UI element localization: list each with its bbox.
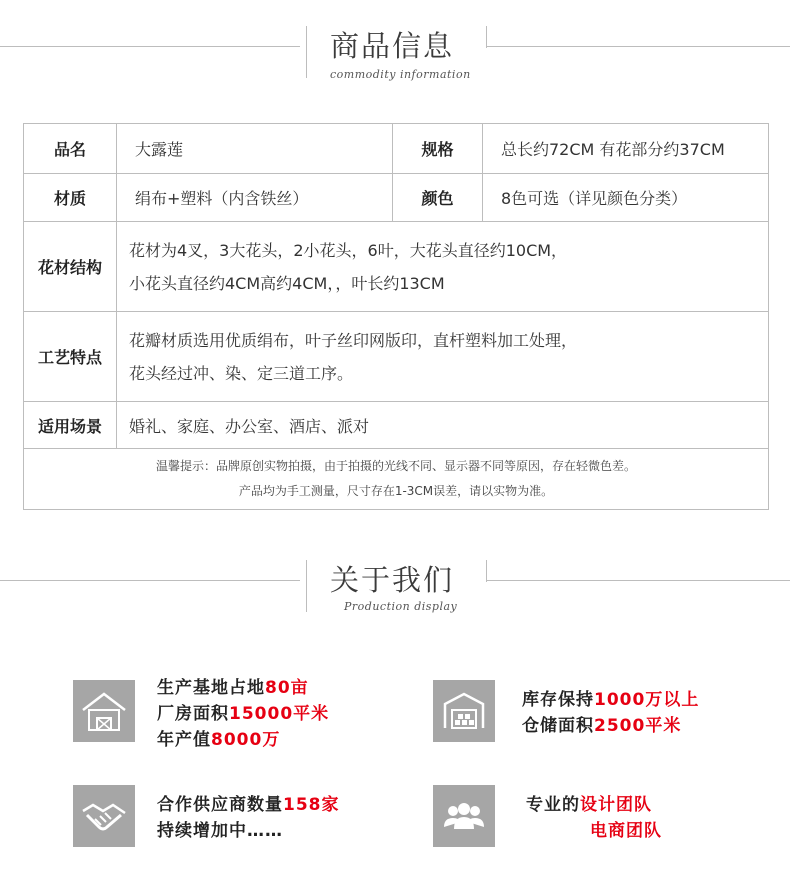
base-label-2: 厂房面积	[157, 704, 229, 724]
stock-value-1: 1000万以上	[594, 690, 700, 710]
craft-line-1: 花瓣材质选用优质绢布，叶子丝印网版印，直杆塑料加工处理，	[129, 330, 578, 350]
stock-text	[522, 687, 699, 739]
header-line-left	[0, 580, 300, 581]
team-icon	[433, 785, 495, 847]
stock-value-2: 2500平米	[594, 716, 682, 736]
scene-value: 婚礼、家庭、办公室、酒店、派对	[116, 402, 768, 448]
structure-line-1: 花材为4叉，3大花头，2小花头，6叶，大花头直径约10CM，	[129, 240, 568, 260]
note-line-1: 温馨提示：品牌原创实物拍摄，由于拍摄的光线不同、显示器不同等原因，存在轻微色差。	[155, 459, 636, 473]
team-text	[526, 792, 662, 844]
table-row-note	[24, 449, 768, 509]
team-value-2: 电商团队	[590, 821, 662, 841]
section-title: 关于我们	[330, 563, 455, 597]
name-value: 大露莲	[116, 124, 392, 173]
header-line-right	[486, 580, 790, 581]
base-value-3: 8000万	[211, 730, 281, 750]
base-label-1: 生产基地占地	[157, 678, 265, 698]
handshake-icon	[73, 785, 135, 847]
spec-label: 规格	[392, 124, 482, 173]
header-line-left	[0, 46, 300, 47]
product-info-table	[23, 123, 769, 510]
craft-line-2: 花头经过冲、染、定三道工序。	[129, 363, 354, 383]
color-value: 8色可选（详见颜色分类）	[482, 174, 768, 221]
name-label: 品名	[53, 140, 86, 159]
craft-value	[116, 312, 768, 401]
team-value-1: 设计团队	[580, 795, 652, 815]
stock-label-2: 仓储面积	[522, 716, 594, 736]
table-row-structure	[24, 222, 768, 312]
scene-label: 适用场景	[37, 416, 102, 436]
team-label-1: 专业的	[526, 795, 580, 815]
base-value-1: 80亩	[265, 678, 309, 698]
table-row-craft	[24, 312, 768, 402]
section-header-commodity	[0, 20, 790, 90]
suppliers-line-2: 持续增加中……	[157, 821, 283, 841]
section-subtitle: commodity information	[330, 68, 471, 81]
suppliers-value-1: 158家	[283, 795, 340, 815]
table-row-material-color	[24, 174, 768, 222]
note-cell	[24, 449, 768, 509]
table-row-scene	[24, 402, 768, 449]
section-subtitle: Production display	[344, 600, 458, 613]
header-bracket-right	[486, 26, 487, 48]
warehouse-icon	[433, 680, 495, 742]
table-row-name-spec	[24, 124, 768, 174]
stock-label-1: 库存保持	[522, 690, 594, 710]
structure-label: 花材结构	[37, 258, 102, 277]
production-base-text	[157, 675, 329, 753]
color-label: 颜色	[392, 174, 482, 221]
suppliers-label-1: 合作供应商数量	[157, 795, 283, 815]
base-value-2: 15000平米	[229, 704, 330, 724]
material-value: 绢布+塑料（内含铁丝）	[116, 174, 392, 221]
base-label-3: 年产值	[157, 730, 211, 750]
structure-line-2: 小花头直径约4CM高约4CM，，叶长约13CM	[129, 273, 445, 293]
craft-label: 工艺特点	[37, 348, 102, 367]
section-title: 商品信息	[330, 29, 455, 63]
section-header-about	[0, 554, 790, 624]
note-line-2: 产品均为手工测量，尺寸存在1-3CM误差，请以实物为准。	[238, 484, 554, 498]
house-icon	[73, 680, 135, 742]
suppliers-text	[157, 792, 340, 844]
structure-value	[116, 222, 768, 311]
header-bracket-right	[486, 560, 487, 582]
material-label: 材质	[53, 189, 86, 208]
spec-value: 总长约72CM 有花部分约37CM	[482, 124, 768, 173]
header-line-right	[486, 46, 790, 47]
